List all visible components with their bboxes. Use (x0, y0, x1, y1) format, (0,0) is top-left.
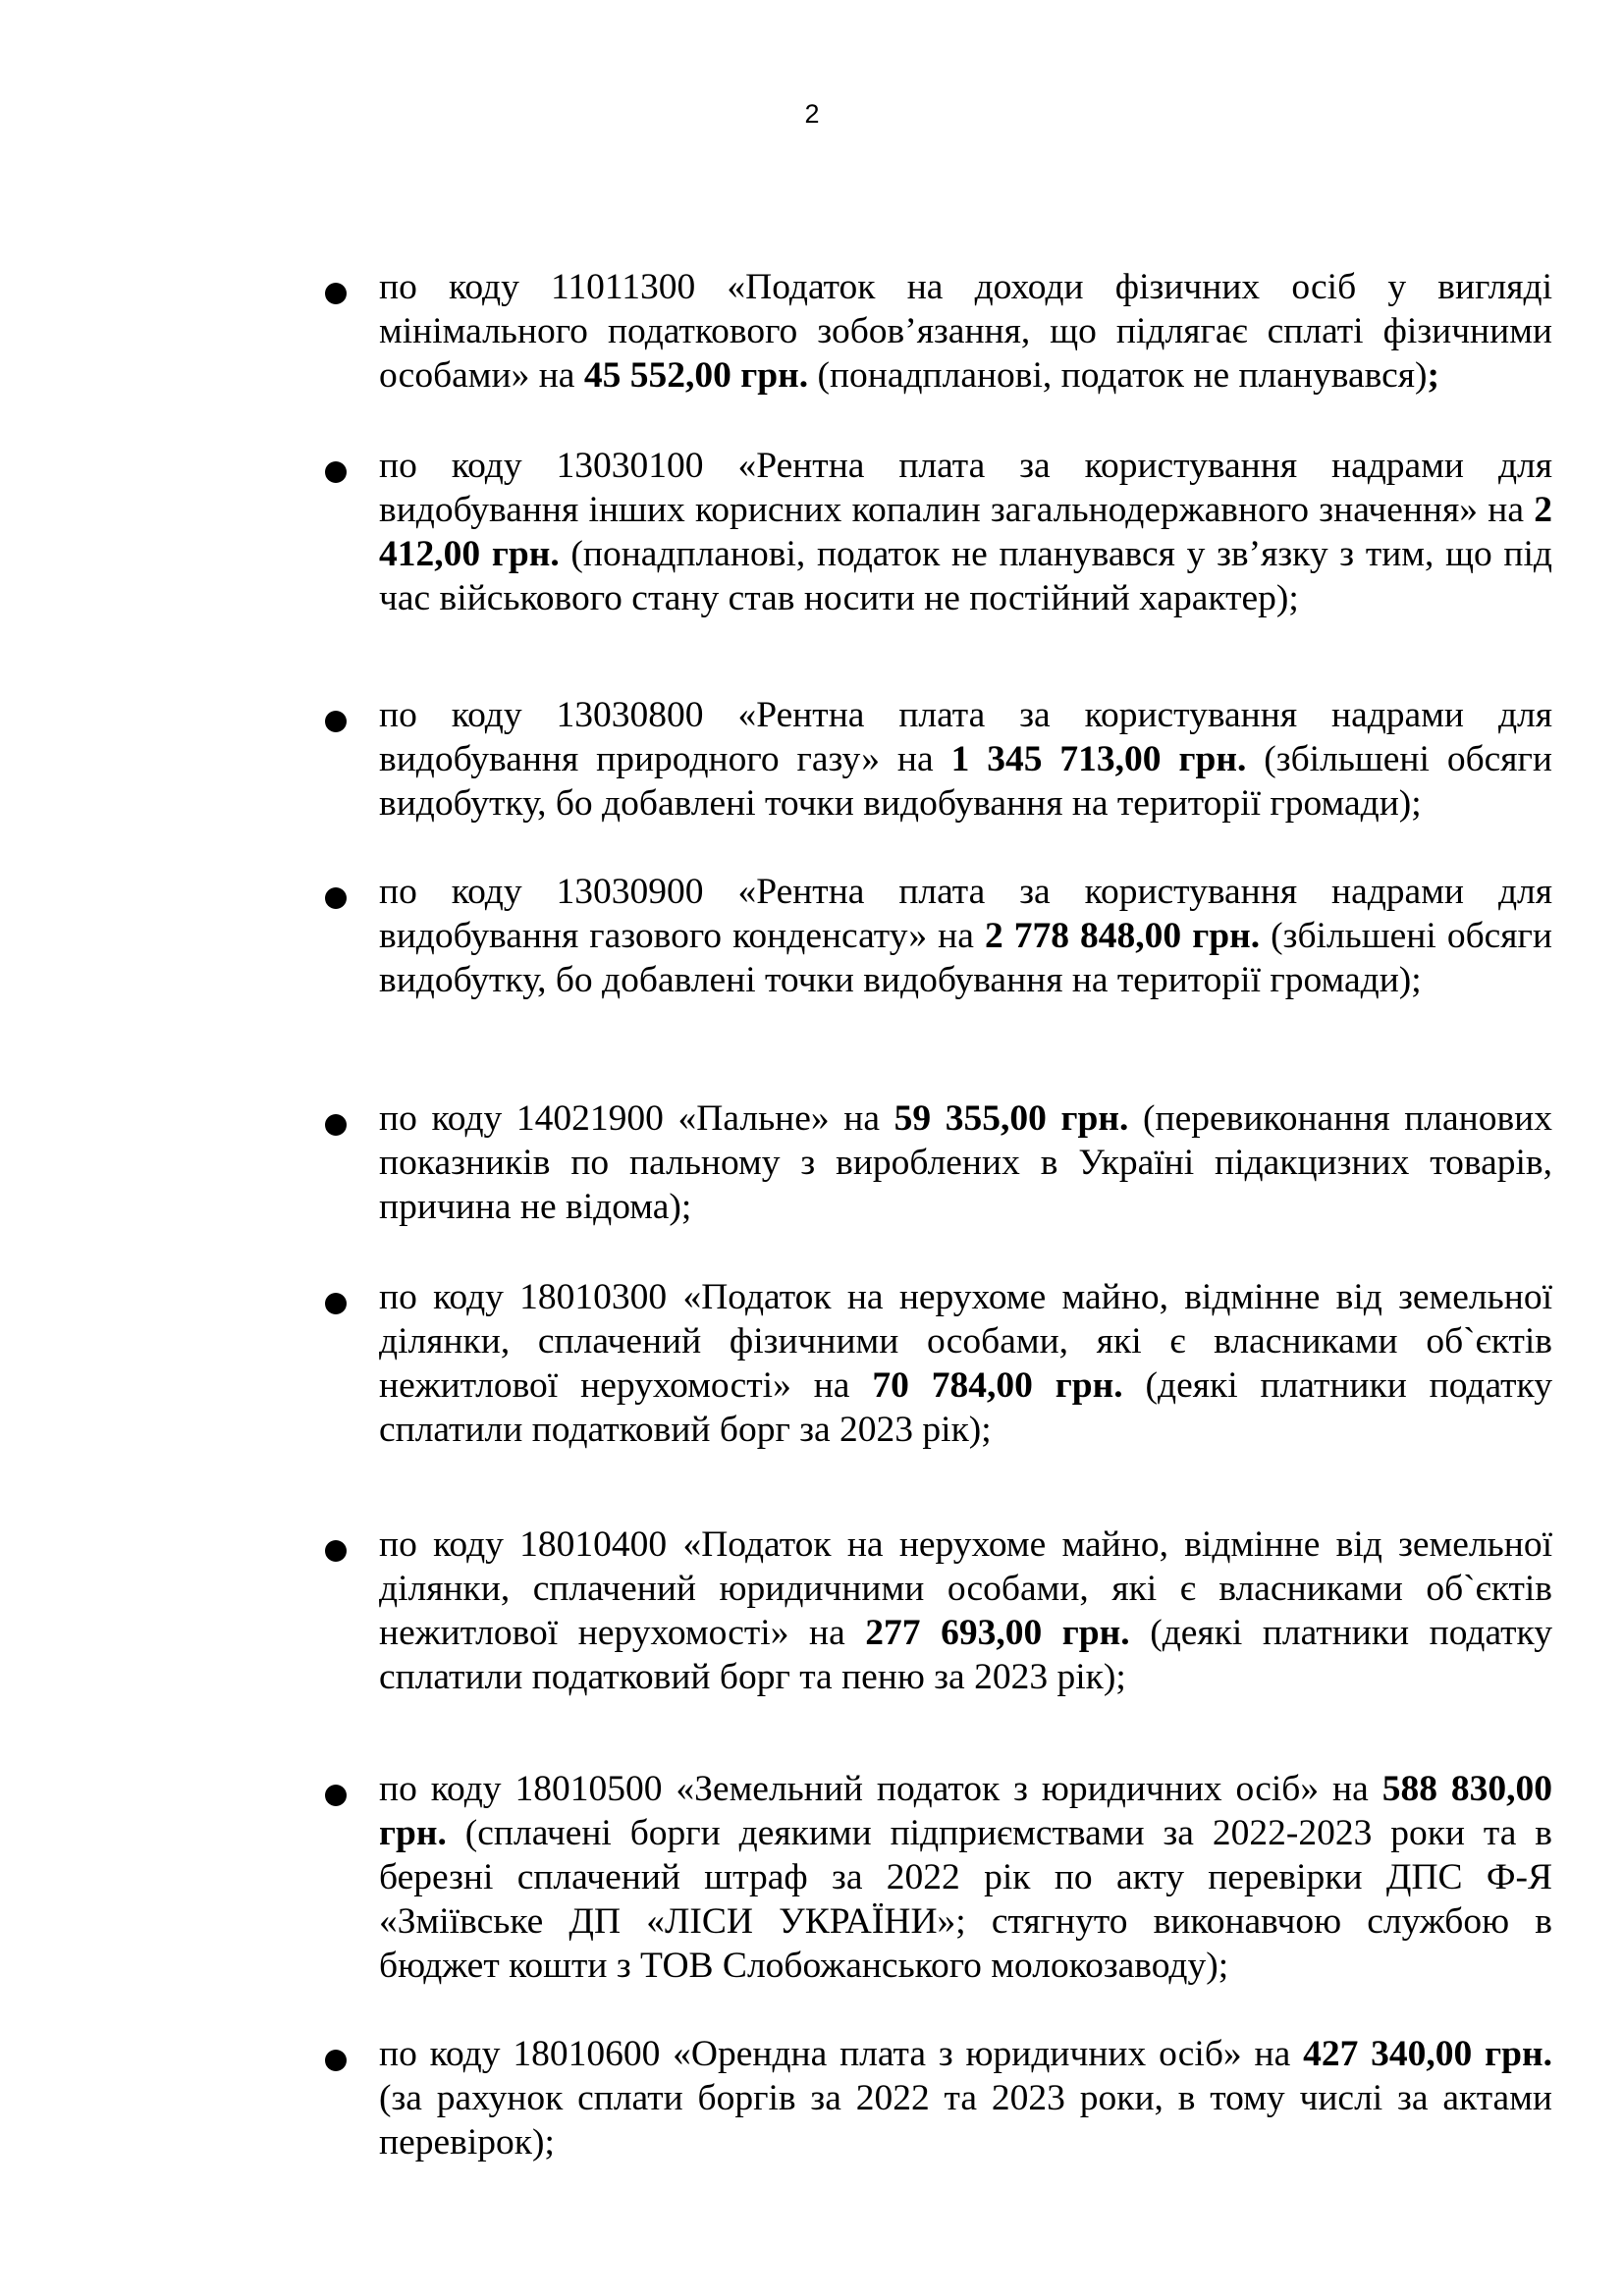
list-item (379, 870, 1552, 1002)
item-text: по коду 13030900 «Рентна плата за користування надрами для видобування газового конденсату» на (379, 872, 1552, 956)
item-text: (сплачені борги деякими підприємствами за 2022-2023 роки та в березні сплачений штраф за 2022 рік по акту перевірки ДПС Ф-Я «Зміївське ДП «ЛІСИ УКРАЇНИ»; стягнуто виконавчою службою в бюджет кошти з ТОВ Слобожанського молокозаводу); (379, 1813, 1552, 1986)
bullet-icon (325, 1293, 347, 1314)
item-text: по коду 18010500 «Земельний податок з юридичних осіб» на (379, 1769, 1382, 1809)
item-amount: 1 345 713,00 грн. (950, 739, 1247, 779)
item-text: (деякі платники податку сплатили податковий борг та пеню за 2023 рік); (379, 1613, 1552, 1697)
list-item (379, 265, 1552, 398)
list-item (379, 693, 1552, 826)
bullet-icon (325, 887, 347, 909)
item-text: по коду 13030100 «Рентна плата за користування надрами для видобування інших корисних копалин загальнодержавного значення» на (379, 446, 1552, 530)
item-amount: 59 355,00 грн. (893, 1098, 1129, 1139)
list-item (379, 1096, 1552, 1229)
item-text: по коду 18010300 «Податок на нерухоме майно, відмінне від земельної ділянки, сплачений фізичними особами, які є власниками об`єктів нежитлової нерухомості» на (379, 1277, 1552, 1406)
item-amount: 588 830,00 грн. (379, 1769, 1552, 1853)
item-amount: 2 412,00 грн. (379, 490, 1552, 574)
bullet-icon (325, 711, 347, 732)
bullet-icon (325, 461, 347, 483)
item-amount: 277 693,00 грн. (865, 1613, 1130, 1653)
item-amount: 427 340,00 грн. (1303, 2034, 1552, 2074)
item-text: (понадпланові, податок не планувався у зв’язку з тим, що під час військового стану став носити не постійний характер); (379, 534, 1552, 618)
item-text: (понадпланові, податок не планувався) (808, 355, 1428, 396)
bullet-icon (325, 1114, 347, 1136)
item-text: (за рахунок сплати боргів за 2022 та 2023 роки, в тому числі за актами перевірок); (379, 2078, 1552, 2163)
item-text: по коду 18010600 «Орендна плата з юридичних осіб» на (379, 2034, 1304, 2074)
list-item (379, 444, 1552, 620)
bullet-icon (325, 2050, 347, 2071)
item-text: по коду 18010400 «Податок на нерухоме майно, відмінне від земельної ділянки, сплачений юридичними особами, які є власниками об`єктів нежитлової нерухомості» на (379, 1524, 1552, 1653)
page-number: 2 (804, 99, 820, 129)
item-text: по коду 13030800 «Рентна плата за користування надрами для видобування природного газу» на (379, 695, 1552, 779)
item-amount: 70 784,00 грн. (872, 1365, 1123, 1406)
item-end: ; (1427, 355, 1439, 396)
item-text: (перевиконання планових показників по пальному з вироблених в Україні підакцизних товарів, причина не відома); (379, 1098, 1552, 1227)
item-text: по коду 11011300 «Податок на доходи фізичних осіб у вигляді мінімального податкового зобов’язання, що підлягає сплаті фізичними особами» на (379, 267, 1552, 396)
bullet-icon (325, 283, 347, 304)
bullet-icon (325, 1540, 347, 1562)
list-item (379, 2032, 1552, 2164)
item-text: по коду 14021900 «Пальне» на (379, 1098, 894, 1139)
list-item (379, 1522, 1552, 1699)
list-item (379, 1767, 1552, 1988)
item-text: (збільшені обсяги видобутку, бо добавлені точки видобування на території громади); (379, 739, 1552, 824)
list-item (379, 1275, 1552, 1452)
item-text: (деякі платники податку сплатили податковий борг за 2023 рік); (379, 1365, 1552, 1450)
item-text: (збільшені обсяги видобутку, бо добавлені точки видобування на території громади); (379, 916, 1552, 1000)
item-amount: 2 778 848,00 грн. (984, 916, 1261, 956)
bullet-icon (325, 1785, 347, 1806)
item-amount: 45 552,00 грн. (583, 355, 809, 396)
